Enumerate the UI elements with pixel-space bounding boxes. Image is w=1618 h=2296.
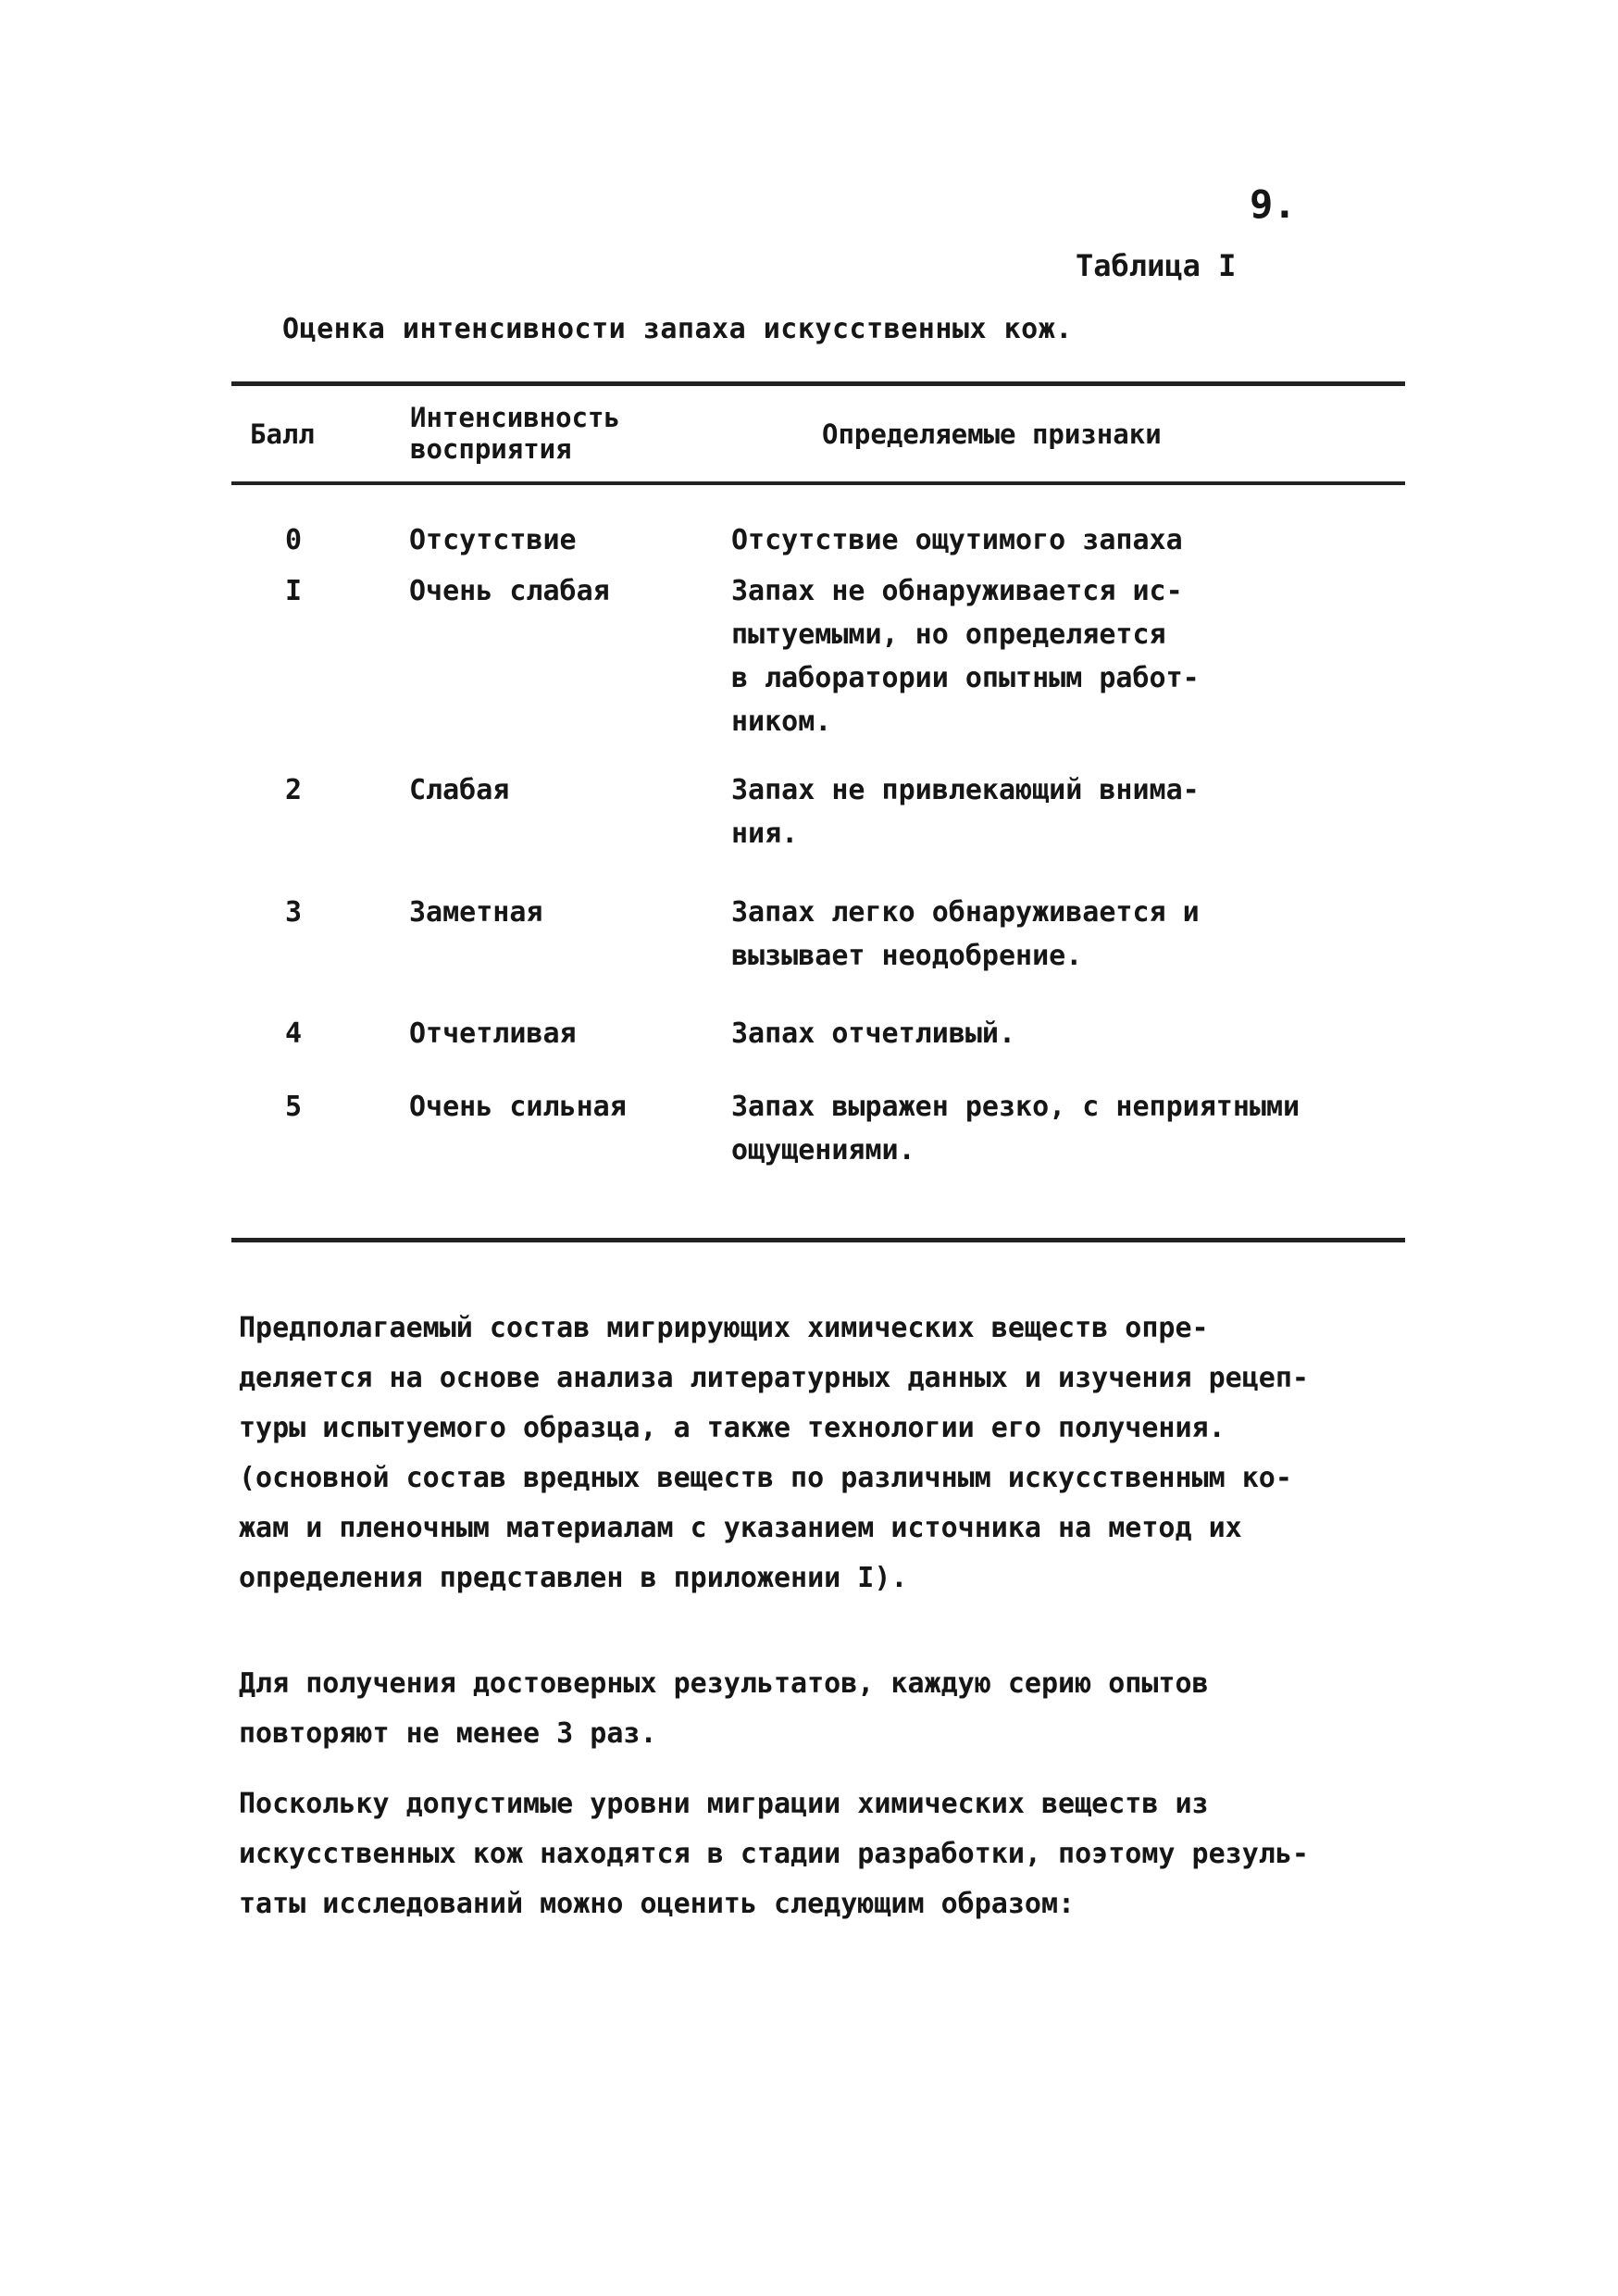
- row-score: 3: [285, 896, 303, 929]
- row-score: I: [285, 575, 303, 607]
- header-score: Балл: [250, 418, 315, 450]
- header-intensity: Интенсивность восприятия: [410, 402, 620, 465]
- row-sign: Запах легко обнаруживается и вызывает неодобрение.: [731, 896, 1200, 972]
- row-sign: Запах не привлекающий внима- ния.: [731, 774, 1200, 850]
- header-signs: Определяемые признаки: [822, 418, 1162, 450]
- row-intensity: Очень слабая: [409, 575, 610, 607]
- row-score: 0: [285, 524, 303, 556]
- table-bottom-rule: [231, 1238, 1405, 1242]
- body-paragraph: Поскольку допустимые уровни миграции химических веществ из искусственных кож находятся в стадии разработки, поэтому резуль- таты исследований можно оценить следующим образом:: [239, 1788, 1309, 1920]
- row-score: 2: [285, 774, 303, 806]
- table-caption: Оценка интенсивности запаха искусственных кож.: [282, 313, 1073, 345]
- row-intensity: Отсутствие: [409, 524, 577, 556]
- table-top-rule: [231, 381, 1405, 386]
- row-intensity: Заметная: [409, 896, 543, 929]
- row-sign: Запах не обнаруживается ис- пытуемыми, но определяется в лаборатории опытным работ- ником.: [731, 575, 1200, 738]
- row-score: 5: [285, 1091, 303, 1123]
- page-number: 9.: [1250, 181, 1297, 227]
- row-sign: Запах отчетливый.: [731, 1017, 1016, 1050]
- table-header-rule: [231, 481, 1405, 485]
- row-sign: Запах выражен резко, с неприятными ощущениями.: [731, 1091, 1301, 1167]
- row-score: 4: [285, 1017, 303, 1050]
- table-label: Таблица I: [1076, 248, 1237, 283]
- body-paragraph: Предполагаемый состав мигрирующих химических веществ опре- деляется на основе анализа литературных данных и изучения рецеп- туры испытуемого образца, а также технологии его получения. (основной состав вредных веществ по различным искусственным ко- жам и пленочным материалам с указанием источника на метод их определения представлен в приложении I).: [239, 1312, 1309, 1594]
- row-intensity: Отчетливая: [409, 1017, 577, 1050]
- body-paragraph: Для получения достоверных результатов, каждую серию опытов повторяют не менее 3 раз.: [239, 1667, 1209, 1750]
- row-intensity: Очень сильная: [409, 1091, 627, 1123]
- row-sign: Отсутствие ощутимого запаха: [731, 524, 1183, 556]
- row-intensity: Слабая: [409, 774, 510, 806]
